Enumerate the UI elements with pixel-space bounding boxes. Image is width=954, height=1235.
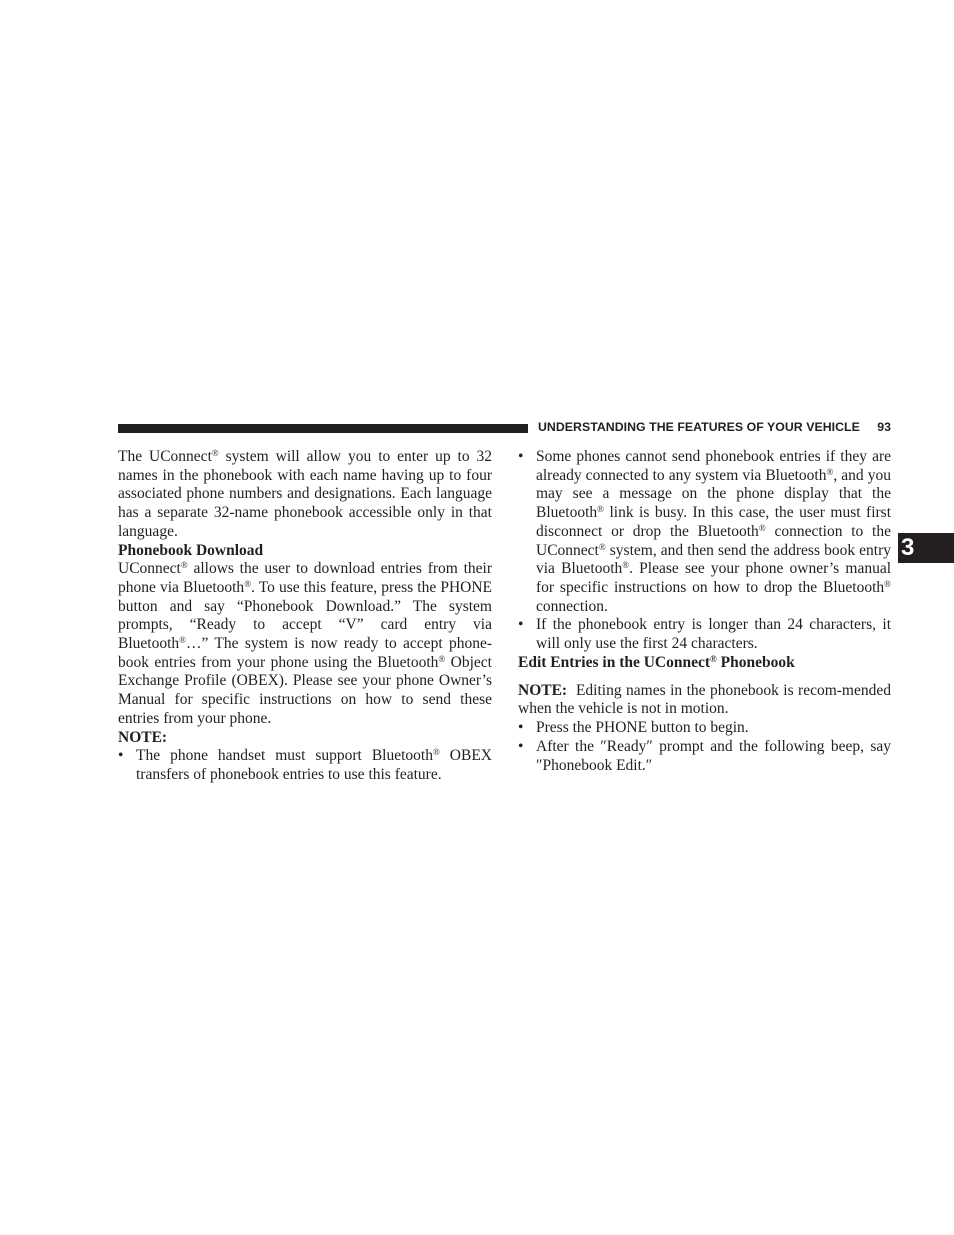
list-item: • The phone handset must support Bluetooth® OBEX transfers of phonebook entries to use this feature. bbox=[118, 747, 492, 783]
phonebook-download-paragraph: UConnect® allows the user to download entries from their phone via Bluetooth®. To use this feature, press the PHONE button and say “Phonebook Download.” The system prompts, “Ready to accept “V” card entry via Bluetooth®…” The system is now ready to accept phone-book entries from your phone using the Bluetooth® Object Exchange Profile (OBEX). Please see your phone Owner’s Manual for specific instructions on how to send these entries from your phone. bbox=[118, 560, 492, 727]
section-title: UNDERSTANDING THE FEATURES OF YOUR VEHICLE bbox=[538, 420, 860, 434]
header-rule bbox=[118, 424, 528, 433]
running-header bbox=[538, 420, 891, 436]
chapter-number: 3 bbox=[901, 534, 915, 561]
bullet-icon: • bbox=[518, 448, 524, 465]
left-column bbox=[118, 448, 492, 785]
list-item: • After the ″Ready″ prompt and the following beep, say ″Phonebook Edit.″ bbox=[518, 737, 891, 774]
right-column bbox=[518, 448, 895, 775]
list-item: • Some phones cannot send phonebook entries if they are already connected to any system via Bluetooth®, and you may see a message on the phone display that the Bluetooth® link is busy. In this case, the user must first disconnect or drop the Bluetooth® connection to the UConnect® system, and then send the address book entry via Bluetooth®. Please see your phone owner’s manual for specific instructions on how to drop the Bluetooth® connection. bbox=[518, 448, 892, 615]
chapter-tab bbox=[898, 533, 954, 563]
phonebook-download-heading: Phonebook Download bbox=[118, 541, 264, 559]
bullet-icon: • bbox=[518, 616, 524, 634]
intro-paragraph: The UConnect® system will allow you to enter up to 32 names in the phonebook with each name having up to four associated phone numbers and designations. Each language has a separate 32-name phonebook accessible only in that language. bbox=[118, 448, 492, 540]
page-number: 93 bbox=[877, 420, 891, 434]
list-item: • Press the PHONE button to begin. bbox=[518, 719, 749, 737]
bullet-icon: • bbox=[518, 737, 524, 755]
list-item: • If the phonebook entry is longer than 24 characters, it will only use the first 24 characters. bbox=[518, 616, 891, 653]
edit-note-paragraph: NOTE: Editing names in the phonebook is recom-mended when the vehicle is not in motion. bbox=[518, 681, 895, 718]
edit-entries-heading: Edit Entries in the UConnect® Phonebook bbox=[518, 653, 795, 671]
bullet-icon: • bbox=[118, 747, 124, 765]
note-heading: NOTE: bbox=[118, 728, 168, 746]
bullet-icon: • bbox=[518, 719, 524, 737]
